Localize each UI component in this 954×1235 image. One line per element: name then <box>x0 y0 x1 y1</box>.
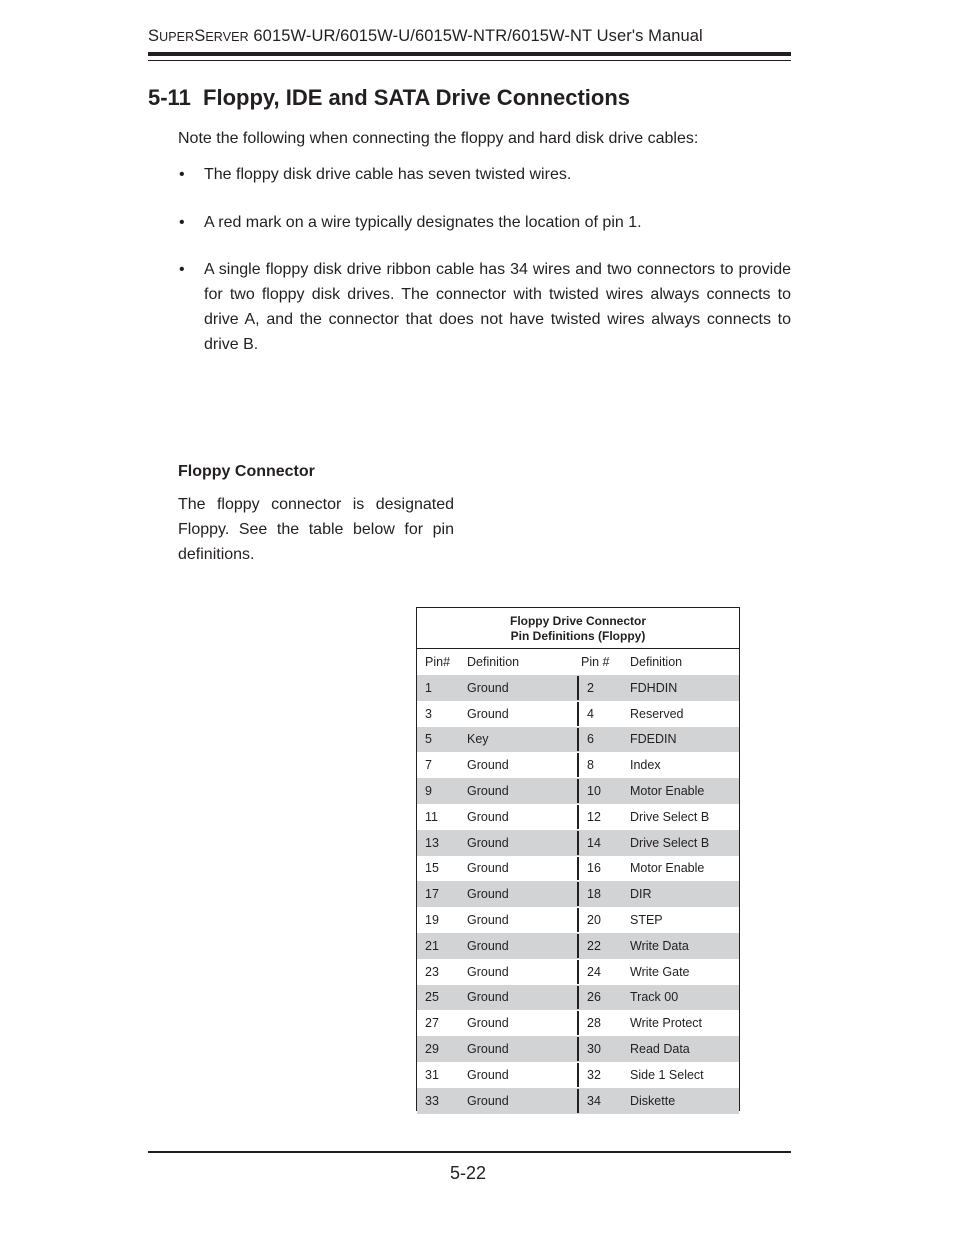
pin-cell-2: 32 <box>587 1067 601 1082</box>
header-rule-thin <box>148 60 791 61</box>
table-row <box>417 933 739 959</box>
definition-cell-2: Drive Select B <box>630 809 710 824</box>
definition-cell: Ground <box>467 706 509 721</box>
pin-cell-2: 34 <box>587 1093 601 1108</box>
bullet-text: A red mark on a wire typically designates the location of pin 1. <box>204 214 642 231</box>
table-row <box>417 727 739 753</box>
definition-cell-2: Write Protect <box>630 1016 703 1031</box>
column-divider <box>577 986 579 1010</box>
bullet-dot: • <box>179 261 185 278</box>
pin-cell-2: 8 <box>587 758 594 773</box>
definition-cell: Ground <box>467 861 509 876</box>
definition-cell: Ground <box>467 964 509 979</box>
definition-cell-2: Motor Enable <box>630 861 705 876</box>
pin-cell: 13 <box>425 835 439 850</box>
column-divider <box>577 831 579 855</box>
column-divider <box>577 702 579 726</box>
pin-cell-2: 30 <box>587 1042 601 1057</box>
pin-cell: 23 <box>425 964 439 979</box>
definition-cell-2: Write Data <box>630 938 689 953</box>
definition-cell-2: DIR <box>630 887 652 902</box>
table-row <box>417 881 739 907</box>
pin-definition-table <box>416 607 740 1111</box>
column-divider <box>577 960 579 984</box>
column-divider <box>577 908 579 932</box>
table-row <box>417 1088 739 1114</box>
table-row <box>417 985 739 1011</box>
pin-cell: 1 <box>425 680 432 695</box>
floppy-connector-text: The floppy connector is designated Floppy. See the table below for pin definitions. <box>178 496 454 563</box>
table-row <box>417 1010 739 1036</box>
pin-cell-2: 4 <box>587 706 594 721</box>
table-row <box>417 752 739 778</box>
table-row <box>417 907 739 933</box>
pin-cell: 29 <box>425 1042 439 1057</box>
definition-cell: Ground <box>467 835 509 850</box>
definition-cell: Ground <box>467 913 509 928</box>
bullet-text: The floppy disk drive cable has seven twisted wires. <box>204 166 572 183</box>
header-definition: Definition <box>467 655 520 669</box>
section-title: 5-11 Floppy, IDE and SATA Drive Connections <box>148 85 631 110</box>
pin-cell: 17 <box>425 887 439 902</box>
definition-cell-2: STEP <box>630 913 663 928</box>
table-row <box>417 804 739 830</box>
definition-cell-2: Diskette <box>630 1093 676 1108</box>
bullet-text: A single floppy disk drive ribbon cable has 34 wires and two connectors to provide for two floppy disk drives. The connector with twisted wires always connects to drive A, and the connector that does not have twisted wires always connects to drive B. <box>204 261 791 353</box>
column-divider <box>577 934 579 958</box>
pin-cell-2: 28 <box>587 1016 601 1031</box>
bullet-item <box>178 257 791 357</box>
pin-cell-2: 16 <box>587 861 601 876</box>
bullet-item <box>178 162 791 187</box>
page-number: 5-22 <box>450 1163 487 1183</box>
column-divider <box>577 1011 579 1035</box>
definition-cell: Ground <box>467 938 509 953</box>
pin-cell-2: 12 <box>587 809 601 824</box>
definition-cell-2: Side 1 Select <box>630 1067 704 1082</box>
pin-cell-2: 26 <box>587 990 601 1005</box>
bullet-item <box>178 210 791 235</box>
column-divider <box>577 1089 579 1113</box>
header-sc-2: S <box>194 27 206 45</box>
definition-cell: Ground <box>467 758 509 773</box>
header-sc-1-small: UPER <box>159 30 195 44</box>
header-pin-2: Pin # <box>581 655 610 669</box>
pin-cell-2: 6 <box>587 732 594 747</box>
definition-cell: Key <box>467 732 489 747</box>
pin-cell: 25 <box>425 990 439 1005</box>
column-divider <box>577 676 579 700</box>
definition-cell-2: Reserved <box>630 706 684 721</box>
definition-cell: Ground <box>467 1016 509 1031</box>
pin-cell: 31 <box>425 1067 439 1082</box>
definition-cell: Ground <box>467 1067 509 1082</box>
pin-cell: 3 <box>425 706 432 721</box>
bullet-dot: • <box>179 166 185 183</box>
column-divider <box>577 728 579 752</box>
table-row <box>417 701 739 727</box>
table-title <box>417 608 739 649</box>
pin-cell-2: 20 <box>587 913 601 928</box>
pin-cell-2: 2 <box>587 680 594 695</box>
table-row <box>417 1062 739 1088</box>
definition-cell: Ground <box>467 680 509 695</box>
pin-cell-2: 14 <box>587 835 601 850</box>
pin-cell: 7 <box>425 758 432 773</box>
header-definition-2: Definition <box>630 655 683 669</box>
header-sc-2-small: ERVER <box>205 30 249 44</box>
table-header-row <box>417 649 739 675</box>
definition-cell-2: Motor Enable <box>630 784 705 799</box>
definition-cell: Ground <box>467 990 509 1005</box>
footer-rule <box>148 1151 791 1153</box>
intro-text: Note the following when connecting the floppy and hard disk drive cables: <box>178 130 699 147</box>
column-divider <box>577 779 579 803</box>
pin-cell: 9 <box>425 784 432 799</box>
header-sc-1: S <box>148 27 160 45</box>
table-row <box>417 830 739 856</box>
table-row <box>417 1036 739 1062</box>
bullet-list <box>178 162 791 357</box>
table-body <box>417 675 739 1114</box>
pin-cell: 5 <box>425 732 432 747</box>
floppy-connector-heading: Floppy Connector <box>178 463 315 480</box>
pin-cell: 11 <box>425 809 438 824</box>
header-rule-thick <box>148 52 791 56</box>
manual-header-title <box>148 27 703 46</box>
definition-cell-2: Drive Select B <box>630 835 710 850</box>
pin-cell: 33 <box>425 1093 439 1108</box>
table-title-line1: Floppy Drive Connector <box>509 614 646 628</box>
bullet-dot: • <box>179 214 185 231</box>
table-row <box>417 959 739 985</box>
definition-cell: Ground <box>467 1042 509 1057</box>
pin-cell: 27 <box>425 1016 439 1031</box>
column-divider <box>577 1037 579 1061</box>
pin-cell-2: 18 <box>587 887 601 902</box>
column-divider <box>577 857 579 881</box>
definition-cell: Ground <box>467 1093 509 1108</box>
definition-cell-2: FDEDIN <box>630 732 677 747</box>
pin-cell: 21 <box>425 938 439 953</box>
definition-cell: Ground <box>467 887 509 902</box>
column-divider <box>577 1063 579 1087</box>
column-divider <box>577 753 579 777</box>
definition-cell: Ground <box>467 809 509 824</box>
pin-cell: 15 <box>425 861 439 876</box>
table-title-line2: Pin Definitions (Floppy) <box>510 629 646 643</box>
definition-cell-2: Read Data <box>630 1042 690 1057</box>
definition-cell-2: FDHDIN <box>630 680 678 695</box>
pin-cell-2: 24 <box>587 964 601 979</box>
definition-cell-2: Index <box>630 758 661 773</box>
pin-cell: 19 <box>425 913 439 928</box>
definition-cell: Ground <box>467 784 509 799</box>
header-title-rest: 6015W-UR/6015W-U/6015W-NTR/6015W-NT User's Manual <box>248 27 703 45</box>
pin-cell-2: 10 <box>587 784 601 799</box>
table-row <box>417 675 739 701</box>
header-pin: Pin# <box>425 655 451 669</box>
definition-cell-2: Write Gate <box>630 964 690 979</box>
column-divider <box>577 882 579 906</box>
table-row <box>417 856 739 882</box>
pin-cell-2: 22 <box>587 938 601 953</box>
table-row <box>417 778 739 804</box>
column-divider <box>577 805 579 829</box>
definition-cell-2: Track 00 <box>630 990 679 1005</box>
